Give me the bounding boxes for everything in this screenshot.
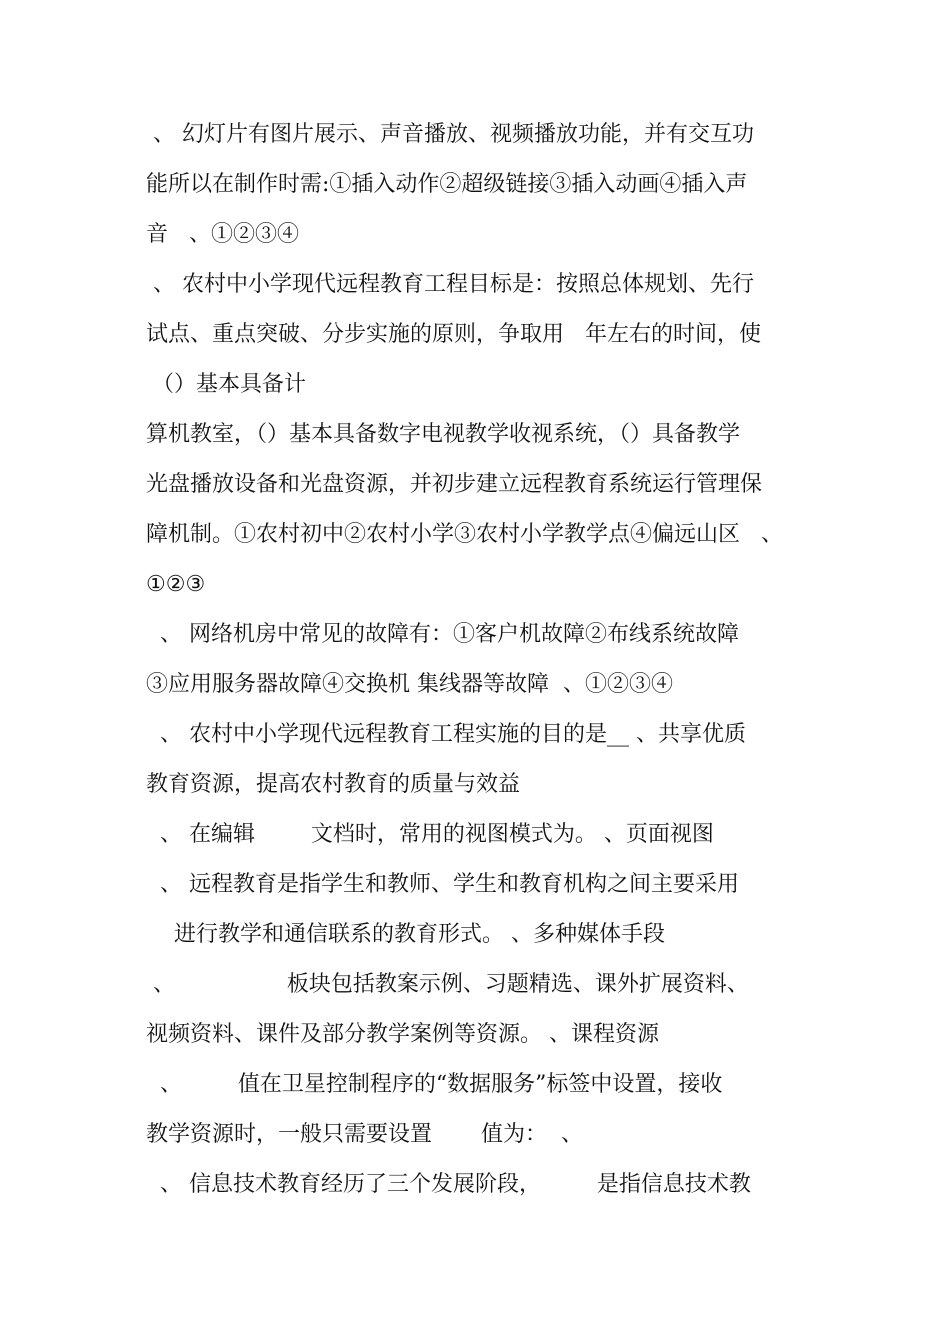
text-line-11: 、 网络机房中常见的故障有：①客户机故障②布线系统故障 — [146, 622, 739, 647]
text-line-3: 音 、①②③④ — [146, 222, 299, 247]
text-line-10: ①②③ — [146, 572, 206, 597]
text-line-9: 障机制。①农村初中②农村小学③农村小学教学点④偏远山区 、 — [146, 522, 783, 547]
text-line-18: 、 板块包括教案示例、习题精选、课外扩展资料、 — [146, 972, 749, 997]
text-line-22: 、 信息技术教育经历了三个发展阶段， 是指信息技术教 — [146, 1172, 751, 1197]
text-line-17: 进行教学和通信联系的教育形式。 、多种媒体手段 — [146, 922, 665, 947]
text-line-2: 能所以在制作时需:①插入动作②超级链接③插入动画④插入声 — [146, 172, 748, 197]
text-line-4: 、 农村中小学现代远程教育工程目标是：按照总体规划、先行 — [146, 272, 754, 297]
text-line-13: 、 农村中小学现代远程教育工程实施的目的是__ 、共享优质 — [146, 722, 746, 747]
text-line-21: 教学资源时，一般只需要设置 值为： 、 — [146, 1122, 583, 1147]
text-line-8: 光盘播放设备和光盘资源，并初步建立远程教育系统运行管理保 — [146, 472, 763, 497]
text-line-19: 视频资料、课件及部分教学案例等资源。 、课程资源 — [146, 1022, 659, 1047]
text-line-14: 教育资源，提高农村教育的质量与效益 — [146, 772, 521, 797]
text-line-1: 、 幻灯片有图片展示、声音播放、视频播放功能，并有交互功 — [146, 122, 754, 147]
text-line-5: 试点、重点突破、分步实施的原则，争取用 年左右的时间，使 — [146, 322, 761, 347]
text-line-6: （）基本具备计 — [152, 372, 307, 397]
text-line-12: ③应用服务器故障④交换机 集线器等故障 、①②③④ — [146, 672, 673, 697]
text-line-7: 算机教室，（）基本具备数字电视教学收视系统，（）具备教学 — [146, 422, 741, 447]
text-line-20: 、 值在卫星控制程序的“数据服务”标签中设置，接收 — [146, 1072, 723, 1097]
text-line-15: 、 在编辑 文档时，常用的视图模式为。 、页面视图 — [146, 822, 714, 847]
text-line-16: 、 远程教育是指学生和教师、学生和教育机构之间主要采用 — [146, 872, 739, 897]
